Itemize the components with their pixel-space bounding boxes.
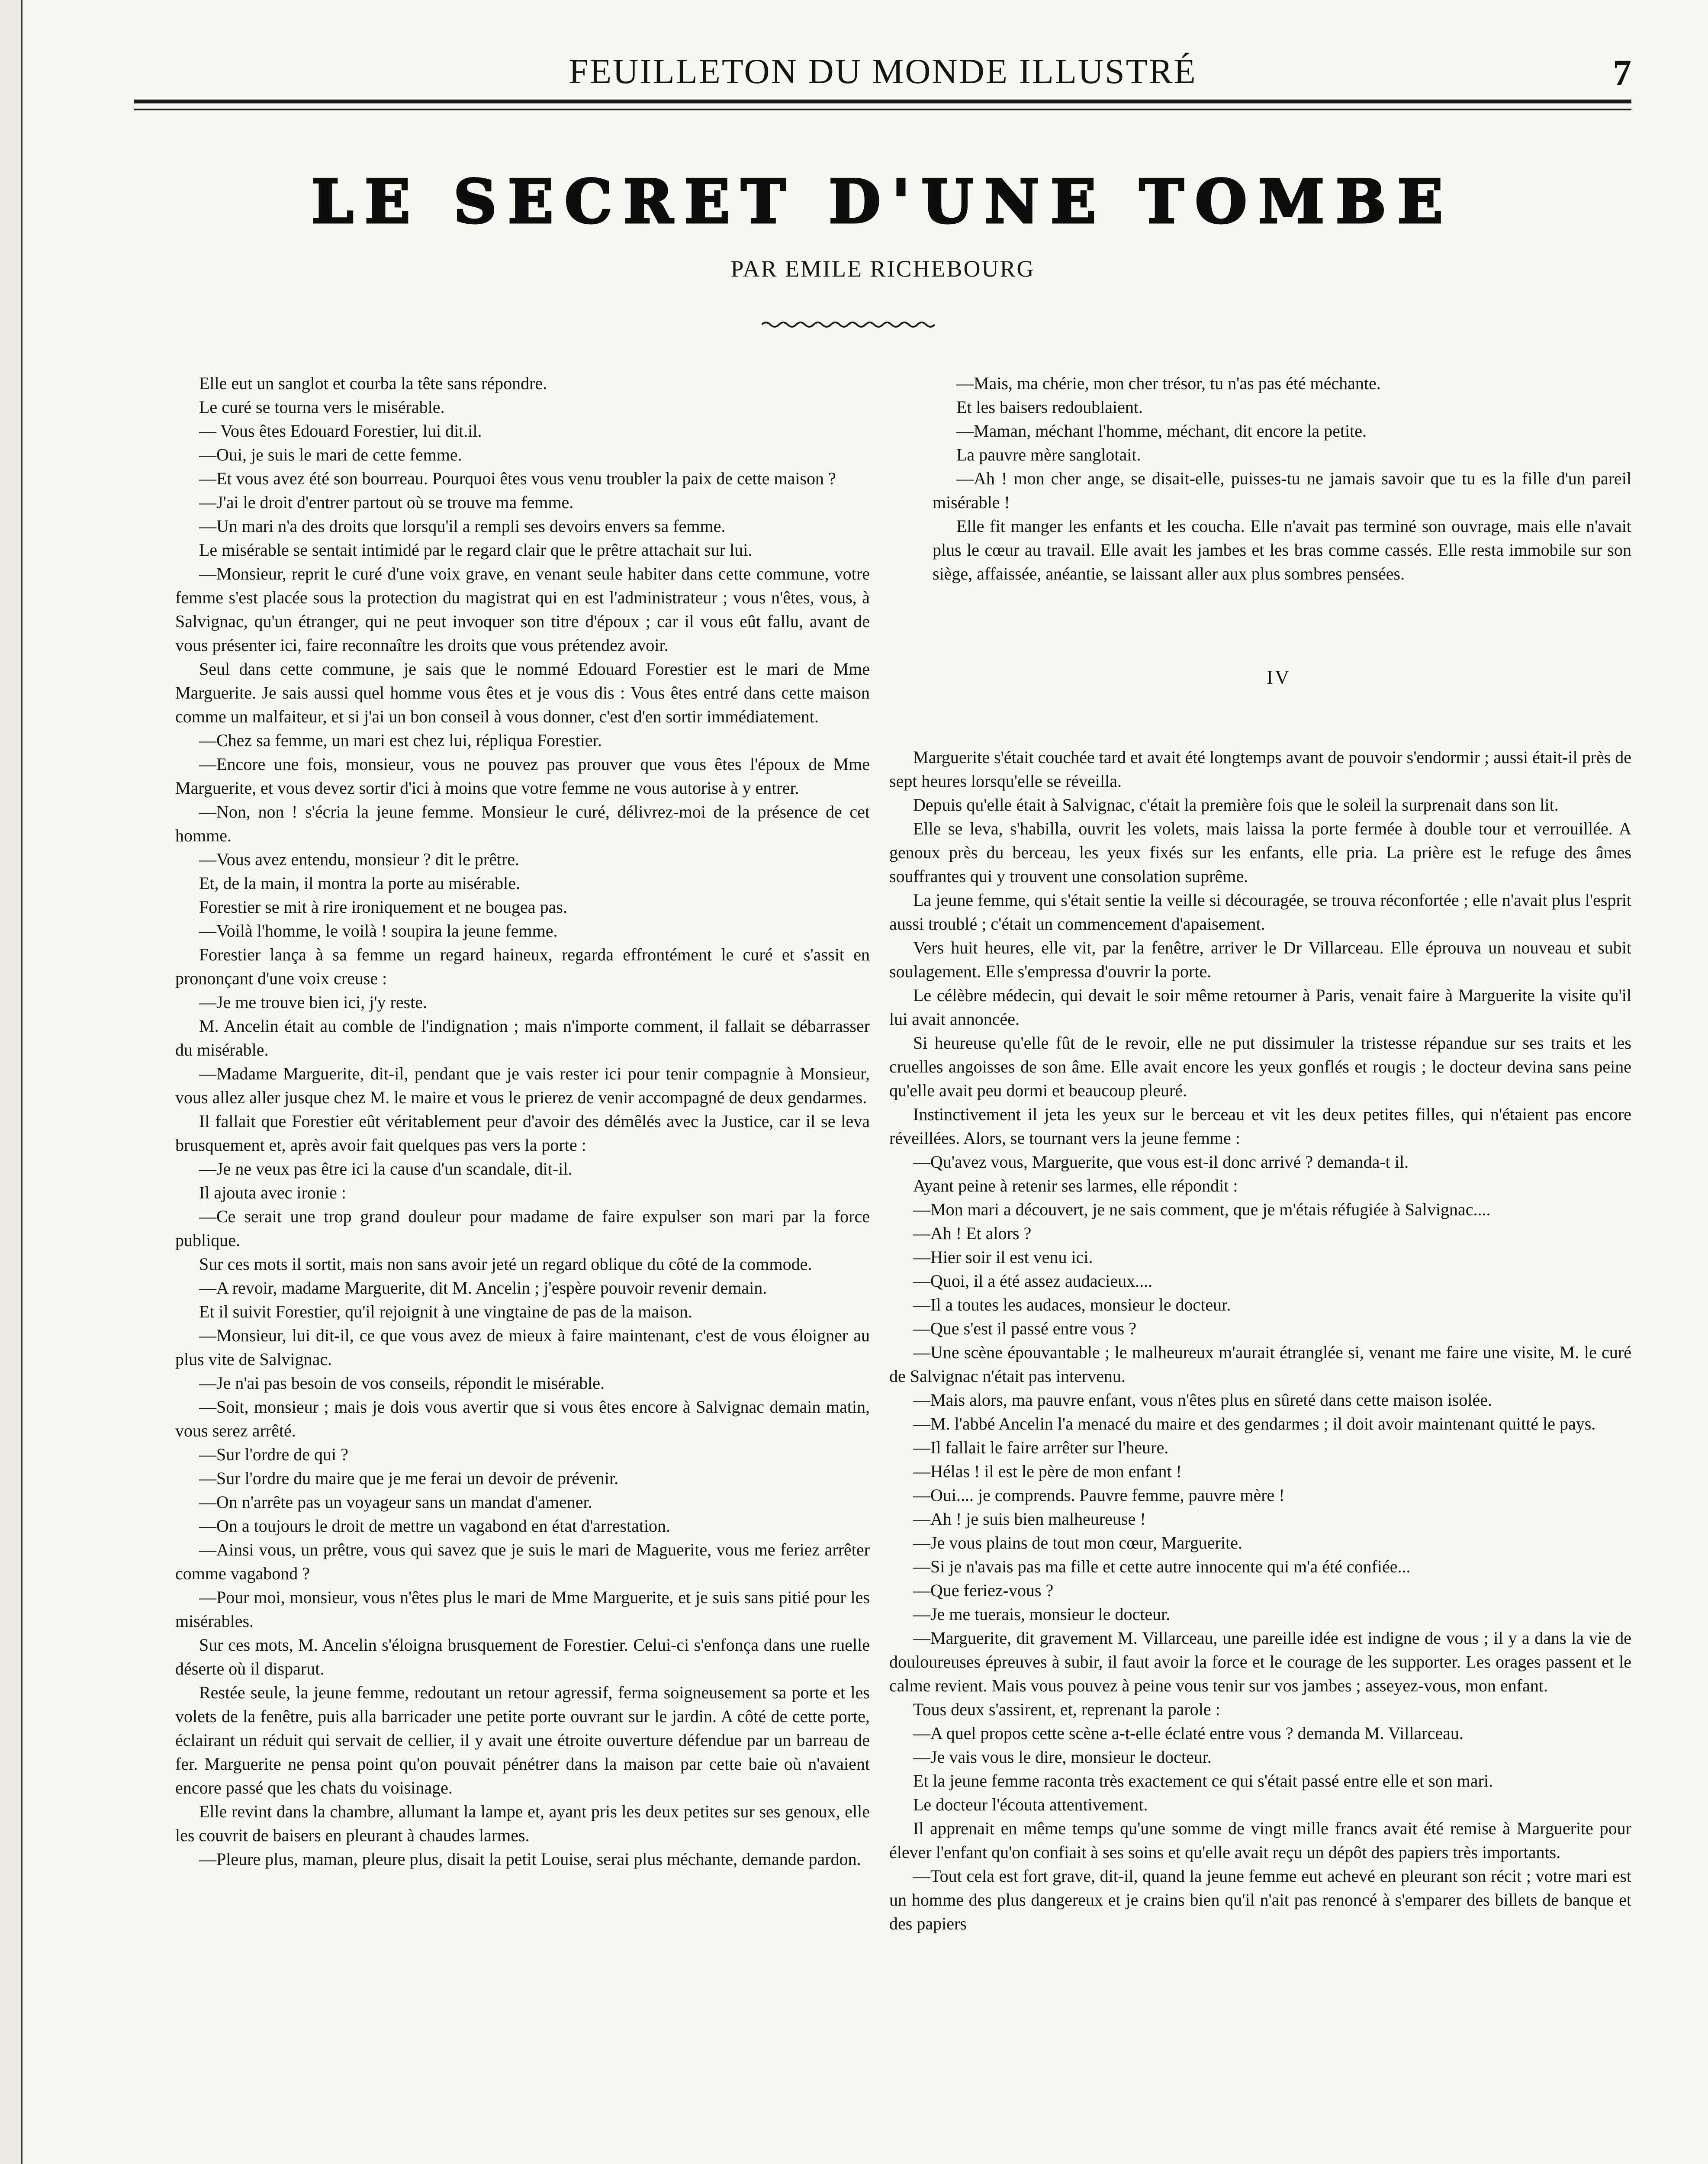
paragraph: —Je vais vous le dire, monsieur le docteur. [913, 1747, 1212, 1767]
paragraph: —Et vous avez été son bourreau. Pourquoi êtes vous venu troubler la paix de cette maison ? [199, 469, 836, 488]
header-rule-thin [134, 109, 1631, 110]
paragraph: —Pour moi, monsieur, vous n'êtes plus le mari de Mme Marguerite, et je suis sans pitié pour les misérables. [175, 1588, 870, 1631]
paragraph: —On a toujours le droit de mettre un vagabond en état d'arrestation. [199, 1516, 671, 1536]
paragraph: Si heureuse qu'elle fût de le revoir, elle ne put dissimuler la tristesse répandue sur ses traits et les cruelles angoisses de son âme. Elle avait encore les yeux gonflés et rougis ; le docteur devina sans peine qu'elle avait peu dormi et beaucoup pleuré. [889, 1033, 1631, 1100]
paragraph: Elle se leva, s'habilla, ouvrit les volets, mais laissa la porte fermée à double tour et verrouillée. A genoux près du berceau, les yeux fixés sur les enfants, elle pria. La prière est le refuge des âmes souffrantes qui y trouvent une consolation suprême. [889, 819, 1631, 886]
paragraph: —Mais alors, ma pauvre enfant, vous n'êtes plus en sûreté dans cette maison isolée. [913, 1390, 1492, 1410]
paragraph: —Voilà l'homme, le voilà ! soupira la jeune femme. [199, 921, 558, 940]
paragraph: Sur ces mots, M. Ancelin s'éloigna brusquement de Forestier. Celui-ci s'enfonça dans une ruelle déserte où il disparut. [175, 1635, 870, 1678]
paragraph: —Madame Marguerite, dit-il, pendant que je vais rester ici pour tenir compagnie à Monsieur, vous allez aller jusque chez M. le maire et vous le prierez de venir accompagné de deux gendarmes. [175, 1064, 870, 1107]
paragraph: —Qu'avez vous, Marguerite, que vous est-il donc arrivé ? demanda-t il. [913, 1152, 1409, 1172]
paragraph: Elle eut un sanglot et courba la tête sans répondre. [199, 374, 547, 393]
paragraph: —Quoi, il a été assez audacieux.... [913, 1271, 1153, 1291]
paragraph: —Ah ! mon cher ange, se disait-elle, puisses-tu ne jamais savoir que tu es la fille d'un pareil misérable ! [933, 469, 1631, 512]
paragraph: —Oui.... je comprends. Pauvre femme, pauvre mère ! [913, 1485, 1285, 1505]
paragraph: Vers huit heures, elle vit, par la fenêtre, arriver le Dr Villarceau. Elle éprouva un nouveau et subit soulagement. Elle s'empressa d'ouvrir la porte. [889, 938, 1631, 981]
paragraph: —Ainsi vous, un prêtre, vous qui savez que je suis le mari de Maguerite, vous me feriez arrêter comme vagabond ? [175, 1540, 870, 1583]
paragraph: —Que s'est il passé entre vous ? [913, 1319, 1136, 1338]
paragraph: Il fallait que Forestier eût véritablement peur d'avoir des démêlés avec la Justice, car il se leva brusquement et, après avoir fait quelques pas vers la porte : [175, 1111, 870, 1155]
serial-title: LE SECRET D'UNE TOMBE [311, 166, 1454, 237]
paragraph: —A quel propos cette scène a-t-elle éclaté entre vous ? demanda M. Villarceau. [913, 1723, 1464, 1743]
paragraph: Restée seule, la jeune femme, redoutant un retour agressif, ferma soigneusement sa porte et les volets de la fenêtre, puis alla barricader une petite porte ouvrant sur le jardin. A côté de cette porte, éclairant un réduit qui servait de cellier, il y avait une étroite ouverture défendue par un barreau de fer. Marguerite ne pensa point qu'on pouvait pénétrer dans la maison par cette baie où n'avaient encore passé que les chats du voisinage. [175, 1683, 870, 1797]
paragraph: —Que feriez-vous ? [913, 1581, 1054, 1600]
paragraph: Elle revint dans la chambre, allumant la lampe et, ayant pris les deux petites sur ses genoux, elle les couvrit de baisers en pleurant à chaudes larmes. [175, 1802, 870, 1845]
right-column-top-text [933, 371, 1631, 586]
paragraph: —Je vous plains de tout mon cœur, Marguerite. [913, 1533, 1242, 1552]
author-byline: PAR EMILE RICHEBOURG [730, 256, 1035, 282]
paragraph: Il ajouta avec ironie : [199, 1183, 346, 1202]
paragraph: —J'ai le droit d'entrer partout où se trouve ma femme. [199, 493, 574, 512]
paragraph: Forestier se mit à rire ironiquement et ne bougea pas. [199, 897, 567, 917]
paragraph: Ayant peine à retenir ses larmes, elle répondit : [913, 1176, 1238, 1195]
paragraph: —Monsieur, reprit le curé d'une voix grave, en venant seule habiter dans cette commune, votre femme s'est placée sous la protection du magistrat qui en est l'administrateur ; vous n'êtes, vous, à Salvignac, qu'un étranger, qui ne peut invoquer son titre d'époux ; car il vous eût fallu, avant de vous présenter ici, faire reconnaître les droits que vous prétendez avoir. [175, 564, 870, 655]
paragraph: —Mon mari a découvert, je ne sais comment, que je m'étais réfugiée à Salvignac.... [913, 1200, 1491, 1219]
paragraph: Instinctivement il jeta les yeux sur le berceau et vit les deux petites filles, qui n'étaient pas encore réveillées. Alors, se tournant vers la jeune femme : [889, 1105, 1631, 1148]
paragraph: —Maman, méchant l'homme, méchant, dit encore la petite. [956, 421, 1367, 441]
paragraph: Il apprenait en même temps qu'une somme de vingt mille francs avait été remise à Marguerite pour élever l'enfant qu'on confiait à ses soins et qu'elle avait reçu un dépôt des papiers très importants. [889, 1819, 1631, 1862]
paragraph: —Je ne veux pas être ici la cause d'un scandale, dit-il. [199, 1159, 573, 1179]
paragraph: —Ce serait une trop grand douleur pour madame de faire expulser son mari par la force publique. [175, 1207, 870, 1250]
header-rule-thick [134, 100, 1631, 103]
page-number: 7 [1613, 52, 1631, 93]
paragraph: Depuis qu'elle était à Salvignac, c'était la première fois que le soleil la surprenait dans son lit. [913, 795, 1559, 815]
paragraph: —Si je n'avais pas ma fille et cette autre innocente qui m'a été confiée... [913, 1557, 1411, 1576]
paragraph: Forestier lança à sa femme un regard haineux, regarda effrontément le curé et s'assit en prononçant d'une voix creuse : [175, 945, 870, 988]
paragraph: Le misérable se sentait intimidé par le regard clair que le prêtre attachait sur lui. [199, 540, 753, 560]
paragraph: Et la jeune femme raconta très exactement ce qui s'était passé entre elle et son mari. [913, 1771, 1493, 1790]
left-column-text [175, 371, 870, 1871]
paragraph: Marguerite s'était couchée tard et avait été longtemps avant de pouvoir s'endormir ; aussi était-il près de sept heures lorsqu'elle se réveilla. [889, 747, 1631, 791]
paragraph: — Vous êtes Edouard Forestier, lui dit.il. [199, 421, 482, 441]
chapter-number: IV [1266, 666, 1291, 688]
paragraph: —Sur l'ordre du maire que je me ferai un devoir de prévenir. [199, 1468, 619, 1488]
paragraph: Sur ces mots il sortit, mais non sans avoir jeté un regard oblique du côté de la commode. [199, 1254, 812, 1274]
running-title: FEUILLETON DU MONDE ILLUSTRÉ [569, 52, 1197, 91]
paragraph: —On n'arrête pas un voyageur sans un mandat d'amener. [199, 1492, 592, 1512]
paragraph: —Vous avez entendu, monsieur ? dit le prêtre. [199, 850, 520, 869]
paragraph: —Monsieur, lui dit-il, ce que vous avez de mieux à faire maintenant, c'est de vous éloigner au plus vite de Salvignac. [175, 1326, 870, 1369]
paragraph: —Soit, monsieur ; mais je dois vous avertir que si vous êtes encore à Salvignac demain matin, vous serez arrêté. [175, 1397, 870, 1440]
paragraph: Et, de la main, il montra la porte au misérable. [199, 873, 520, 893]
paragraph: —Tout cela est fort grave, dit-il, quand la jeune femme eut achevé en pleurant son récit ; votre mari est un homme des plus dangereux et je crains bien qu'il n'ait pas renoncé à s'emparer des billets de banque et des papiers [889, 1866, 1631, 1933]
paragraph: —Chez sa femme, un mari est chez lui, répliqua Forestier. [199, 731, 602, 750]
paragraph: —Oui, je suis le mari de cette femme. [199, 445, 462, 464]
paragraph: —M. l'abbé Ancelin l'a menacé du maire et des gendarmes ; il doit avoir maintenant quitté le pays. [913, 1414, 1596, 1433]
paragraph: Le célèbre médecin, qui devait le soir même retourner à Paris, venait faire à Marguerite la visite qu'il lui avait annoncée. [889, 985, 1631, 1029]
wavy-ornament [762, 319, 935, 330]
paragraph: Tous deux s'assirent, et, reprenant la parole : [913, 1700, 1220, 1719]
paragraph: Le curé se tourna vers le misérable. [199, 397, 445, 417]
paragraph: M. Ancelin était au comble de l'indignation ; mais n'importe comment, il fallait se débarrasser du misérable. [175, 1016, 870, 1059]
paragraph: La jeune femme, qui s'était sentie la veille si découragée, se trouva réconfortée ; elle n'avait plus l'esprit aussi troublé ; c'était un commencement d'apaisement. [889, 890, 1631, 934]
paragraph: —Il fallait le faire arrêter sur l'heure. [913, 1438, 1169, 1457]
paragraph: —Je n'ai pas besoin de vos conseils, répondit le misérable. [199, 1373, 605, 1393]
paragraph: —Hélas ! il est le père de mon enfant ! [913, 1462, 1182, 1481]
paragraph: —Une scène épouvantable ; le malheureux m'aurait étranglée si, venant me faire une visite, M. le curé de Salvignac n'était pas intervenu. [889, 1343, 1631, 1386]
paragraph: —Il a toutes les audaces, monsieur le docteur. [913, 1295, 1231, 1314]
adjacent-page-edge [0, 0, 23, 2164]
paragraph: —Un mari n'a des droits que lorsqu'il a rempli ses devoirs envers sa femme. [199, 516, 726, 536]
paragraph: La pauvre mère sanglotait. [956, 445, 1141, 464]
paragraph: —Mais, ma chérie, mon cher trésor, tu n'as pas été méchante. [956, 374, 1381, 393]
paragraph: Le docteur l'écouta attentivement. [913, 1795, 1148, 1814]
paragraph: —Je me tuerais, monsieur le docteur. [913, 1604, 1171, 1624]
paragraph: —Non, non ! s'écria la jeune femme. Monsieur le curé, délivrez-moi de la présence de cet homme. [175, 802, 870, 845]
paragraph: Elle fit manger les enfants et les coucha. Elle n'avait pas terminé son ouvrage, mais elle n'avait plus le cœur au travail. Elle avait les jambes et les bras comme cassés. Elle resta immobile sur son siège, affaissée, anéantie, se laissant aller aux plus sombres pensées. [933, 516, 1631, 583]
paragraph: —A revoir, madame Marguerite, dit M. Ancelin ; j'espère pouvoir revenir demain. [199, 1278, 767, 1298]
paragraph: —Marguerite, dit gravement M. Villarceau, une pareille idée est indigne de vous ; il y a dans la vie de douloureuses épreuves à subir, il faut avoir la force et le courage de les supporter. Les orages passent et le calme revient. Mais vous pouvez à peine vous tenir sur vos jambes ; asseyez-vous, mon enfant. [889, 1628, 1631, 1695]
paragraph: Et les baisers redoublaient. [956, 397, 1143, 417]
paragraph: —Je me trouve bien ici, j'y reste. [199, 992, 428, 1012]
paragraph: —Ah ! Et alors ? [913, 1224, 1032, 1243]
paragraph: —Hier soir il est venu ici. [913, 1247, 1093, 1267]
paragraph: —Encore une fois, monsieur, vous ne pouvez pas prouver que vous êtes l'époux de Mme Marguerite, et vous devez sortir d'ici à moins que votre femme ne vous autorise à y entrer. [175, 754, 870, 798]
paragraph: —Ah ! je suis bien malheureuse ! [913, 1509, 1146, 1529]
running-head [134, 51, 1631, 99]
paragraph: Seul dans cette commune, je sais que le nommé Edouard Forestier est le mari de Mme Marguerite. Je sais aussi quel homme vous êtes et je vous dis : Vous êtes entré dans cette maison comme un malfaiteur, et si j'ai un bon conseil à vous donner, c'est d'en sortir immédiatement. [175, 659, 870, 726]
paragraph: Et il suivit Forestier, qu'il rejoignit à une vingtaine de pas de la maison. [199, 1302, 692, 1321]
paragraph: —Pleure plus, maman, pleure plus, disait la petit Louise, serai plus méchante, demande pardon. [199, 1849, 861, 1869]
paragraph: —Sur l'ordre de qui ? [199, 1445, 348, 1464]
right-column-bottom-text [889, 745, 1631, 1935]
